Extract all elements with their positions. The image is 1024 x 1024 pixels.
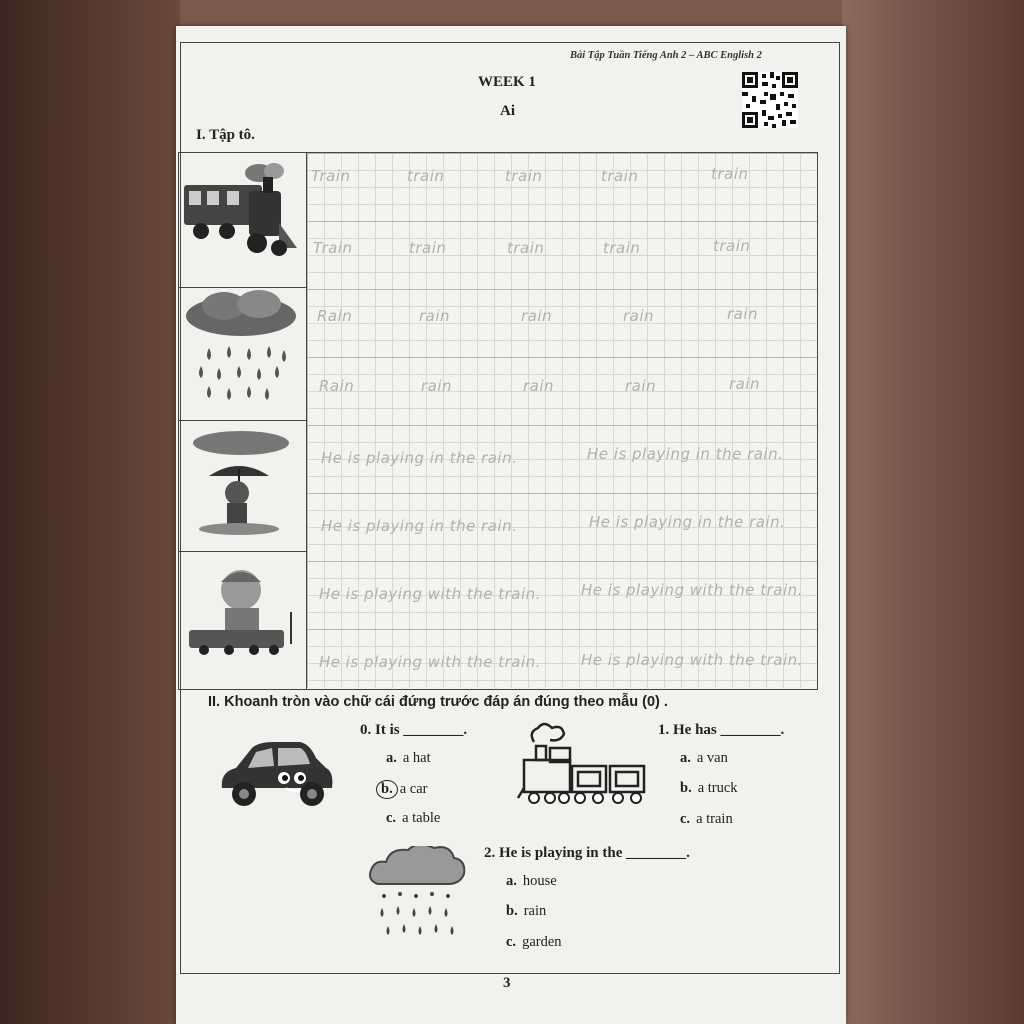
qr-code-icon xyxy=(742,72,798,128)
option-0a[interactable]: a. a hat xyxy=(386,750,431,766)
trace-word[interactable]: rain xyxy=(729,375,761,393)
trace-word[interactable]: train xyxy=(505,167,543,185)
option-2c[interactable]: c. garden xyxy=(506,934,562,950)
trace-word[interactable]: Rain xyxy=(319,377,355,395)
trace-sentence[interactable]: He is playing in the rain. xyxy=(321,449,518,467)
trace-sentence[interactable]: He is playing with the train. xyxy=(319,653,541,671)
boy-toy-train-icon xyxy=(179,552,304,686)
background-left xyxy=(0,0,180,1024)
rain-picture-cell xyxy=(179,288,306,421)
trace-word[interactable]: rain xyxy=(421,377,453,395)
train-picture-cell xyxy=(179,153,306,288)
question-0: 0. It is ________. xyxy=(360,722,468,738)
car-icon xyxy=(214,738,338,810)
option-2a[interactable]: a. house xyxy=(506,873,557,889)
boy-with-train-picture-cell xyxy=(179,552,306,688)
week-title: WEEK 1 xyxy=(478,74,536,90)
trace-word[interactable]: train xyxy=(713,237,751,255)
question-1: 1. He has ________. xyxy=(658,722,785,738)
trace-word[interactable]: rain xyxy=(419,307,451,325)
train-icon xyxy=(179,153,304,286)
background-right xyxy=(842,0,1024,1024)
trace-sentence[interactable]: He is playing with the train. xyxy=(581,581,803,599)
trace-sentence[interactable]: He is playing with the train. xyxy=(581,651,803,669)
trace-word[interactable]: Rain xyxy=(317,307,353,325)
trace-sentence[interactable]: He is playing in the rain. xyxy=(587,445,784,463)
trace-sentence[interactable]: He is playing with the train. xyxy=(319,585,541,603)
picture-column xyxy=(179,153,307,689)
trace-word[interactable]: rain xyxy=(523,377,555,395)
page-number: 3 xyxy=(503,975,511,991)
option-2b[interactable]: b. rain xyxy=(506,903,547,919)
trace-word[interactable]: train xyxy=(601,167,639,185)
option-1a[interactable]: a. a van xyxy=(680,750,728,766)
trace-word[interactable]: rain xyxy=(521,307,553,325)
boy-umbrella-icon xyxy=(179,421,304,549)
section2-title: II. Khoanh tròn vào chữ cái đứng trước đáp án đúng theo mẫu (0) . xyxy=(208,694,668,710)
boy-in-rain-picture-cell xyxy=(179,421,306,552)
train-outline-icon xyxy=(514,720,646,808)
trace-word[interactable]: train xyxy=(507,239,545,257)
trace-word[interactable]: Train xyxy=(313,239,353,257)
rain-cloud-icon xyxy=(179,288,304,418)
trace-sentence[interactable]: He is playing in the rain. xyxy=(589,513,786,531)
rain-cloud-outline-icon xyxy=(364,846,472,946)
option-1c[interactable]: c. a train xyxy=(680,811,733,827)
trace-word[interactable]: rain xyxy=(625,377,657,395)
phonics-sound: Ai xyxy=(500,103,515,119)
circled-answer: b. xyxy=(376,780,398,799)
trace-word[interactable]: rain xyxy=(623,307,655,325)
trace-word[interactable]: rain xyxy=(727,305,759,323)
trace-word[interactable]: train xyxy=(711,165,749,183)
page-header: Bài Tập Tuần Tiếng Anh 2 – ABC English 2 xyxy=(570,50,762,61)
option-1b[interactable]: b. a truck xyxy=(680,780,738,796)
trace-word[interactable]: Train xyxy=(311,167,351,185)
option-0c[interactable]: c. a table xyxy=(386,810,441,826)
option-0b[interactable]: b. a car xyxy=(376,780,427,799)
tracing-grid xyxy=(307,153,817,688)
trace-sentence[interactable]: He is playing in the rain. xyxy=(321,517,518,535)
trace-word[interactable]: train xyxy=(409,239,447,257)
section1-title: I. Tập tô. xyxy=(196,127,255,143)
trace-word[interactable]: train xyxy=(603,239,641,257)
question-2: 2. He is playing in the ________. xyxy=(484,845,690,861)
tracing-table xyxy=(178,152,818,690)
trace-word[interactable]: train xyxy=(407,167,445,185)
